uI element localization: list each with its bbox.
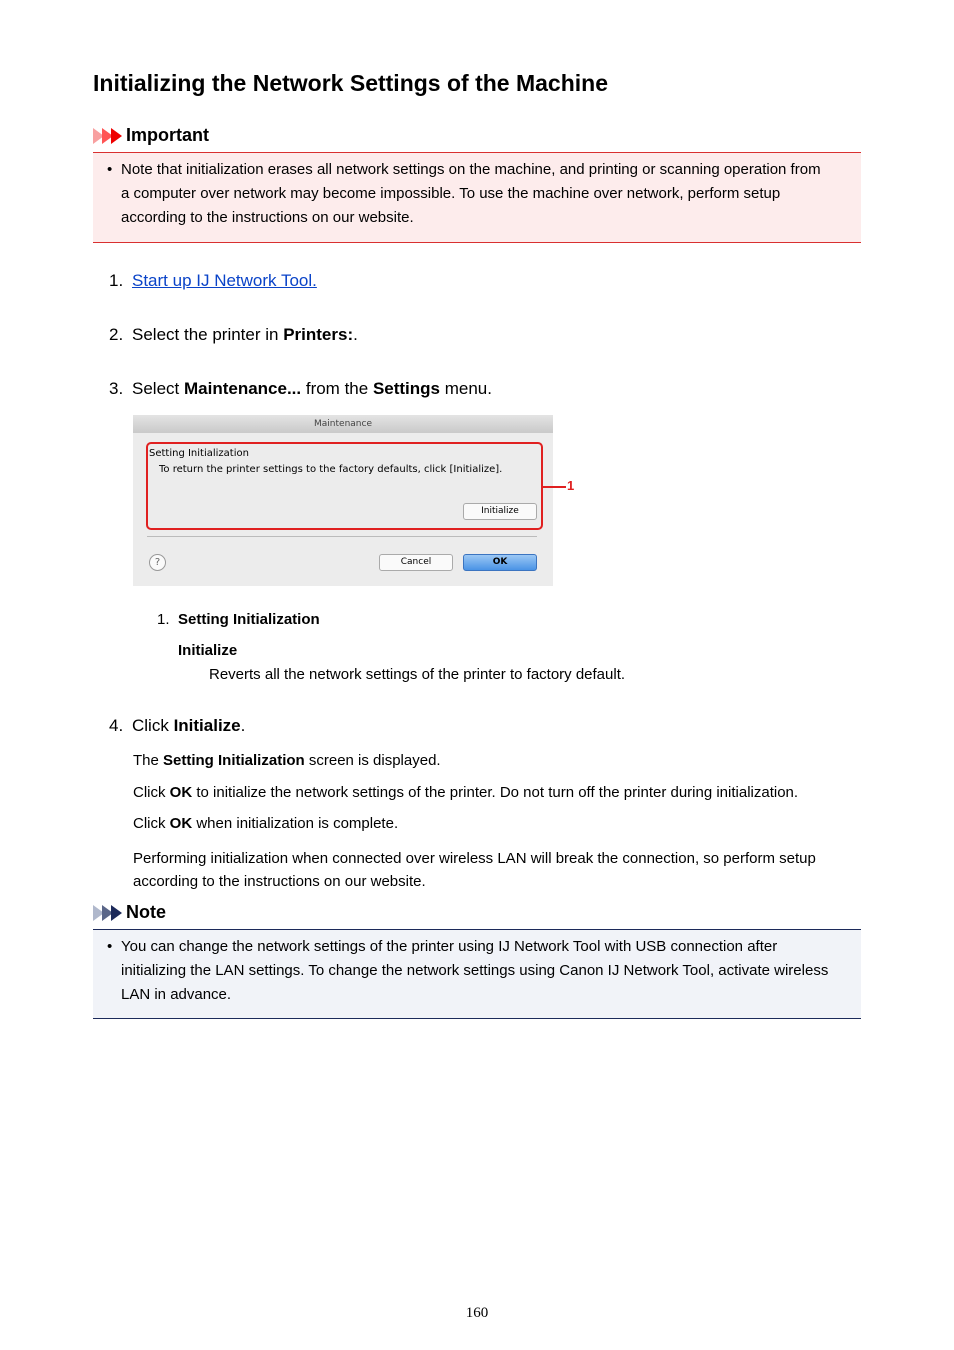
ok-button[interactable]: OK [463,554,537,571]
important-heading [93,125,209,146]
divider [147,536,537,537]
note-heading [93,902,166,923]
dialog-title: Maintenance [133,415,553,433]
legend-term: Initialize [178,642,238,659]
text: . [240,716,246,735]
page-number: 160 [465,1305,489,1321]
step-4 [109,716,245,736]
note-chevron-icon [93,905,120,921]
important-chevron-icon [93,128,120,144]
important-box: • Note that initialization erases all network settings on the machine, and printing or scanning operation from a computer over network may become impossible. To use the machine over network, perform setup according to the instructions on our website. [93,152,861,243]
legend-heading: Setting Initialization [178,611,320,628]
important-text: Note that initialization erases all network settings on the machine, and printing or scanning operation from a computer over network may become impossible. To use the machine over network, perform setup according to the instructions on our website. [121,161,821,226]
dialog-section-label: Setting Initialization [149,448,249,459]
text: to initialize the network settings of the printer. Do not turn off the printer during initialization. [192,784,799,801]
important-label: Important [126,125,209,145]
maintenance-dialog-screenshot [133,415,553,586]
bold-text: Settings [372,379,440,398]
text: Select the printer in [132,325,284,344]
text: Select [132,379,184,398]
step-number: 4. [109,716,124,735]
text: screen is displayed. [304,752,441,769]
help-icon[interactable]: ? [149,554,166,571]
note-box: • You can change the network settings of the printer using IJ Network Tool with USB connection after initializing the LAN settings. To change the network settings using Canon IJ Network Tool, activate wireless LAN in advance. [93,929,861,1019]
step-number: 2. [109,325,124,344]
text: when initialization is complete. [192,815,399,832]
callout-number: 1 [567,478,575,493]
bold-text: Printers: [283,325,354,344]
bold-text: OK [169,815,193,832]
text: from the [301,379,373,398]
initialize-button[interactable]: Initialize [463,503,537,520]
step-4-para-3 [133,815,398,832]
text: Click [132,716,174,735]
bold-text: Maintenance... [183,379,302,398]
step-number: 3. [109,379,124,398]
dialog-description: To return the printer settings to the factory defaults, click [Initialize]. [159,464,503,475]
step-number: 1. [109,271,124,290]
text: . [353,325,358,344]
start-ij-network-tool-link[interactable]: Start up IJ Network Tool. [132,271,317,290]
bold-text: Initialize [173,716,241,735]
step-4-para-1 [133,752,441,769]
text: Click [133,815,170,832]
note-label: Note [126,902,166,922]
legend-number: 1. [157,611,170,628]
step-4-para-4: Performing initialization when connected over wireless LAN will break the connection, so perform setup according to the instructions on our website. [133,850,816,890]
step-3 [109,379,492,399]
text: Click [133,784,170,801]
text: The [133,752,164,769]
callout-line [541,486,566,488]
legend-item [157,611,320,628]
cancel-button[interactable]: Cancel [379,554,453,571]
step-4-para-2 [133,784,798,801]
text: menu. [440,379,492,398]
bold-text: OK [169,784,193,801]
page-title: Initializing the Network Settings of the Machine [93,70,608,96]
note-text: You can change the network settings of the printer using IJ Network Tool with USB connection after initializing the LAN settings. To change the network settings using Canon IJ Network Tool, activate wireless LAN in advance. [121,938,829,1003]
step-2 [109,325,358,345]
step-1 [109,271,317,291]
legend-description: Reverts all the network settings of the printer to factory default. [209,666,626,683]
bold-text: Setting Initialization [163,752,305,769]
